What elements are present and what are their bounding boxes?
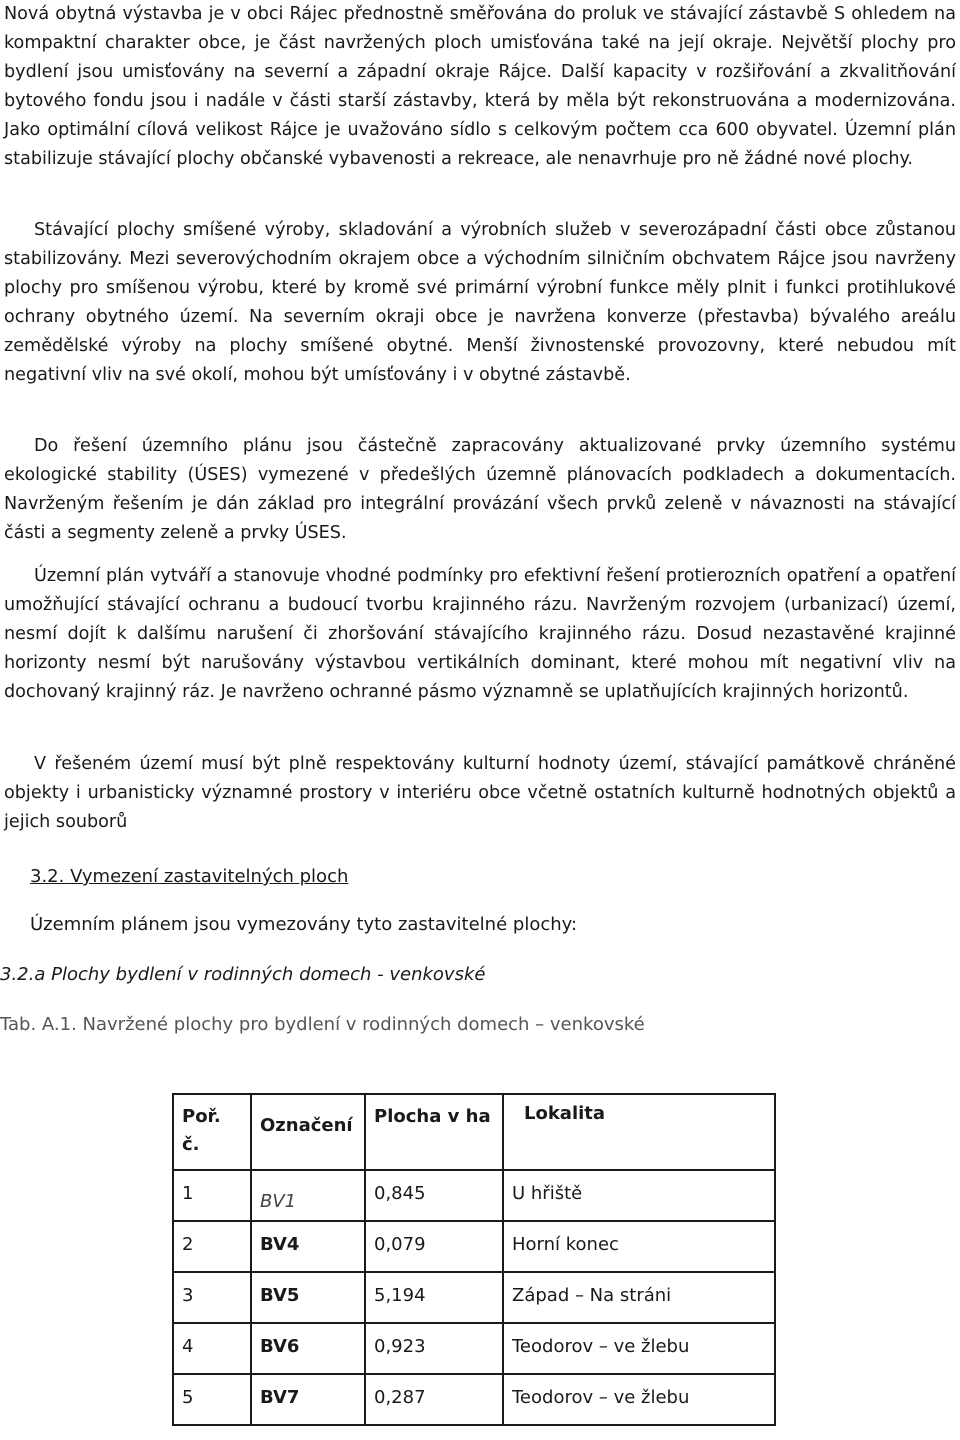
paragraph-uses: Do řešení územního plánu jsou částečně zapracovány aktualizované prvky územního systému ekologické stability (ÚSES) vymezené v předešlých územně plánovacích podkladech a dokumentacích. Navrženým řešením je dán základ pro integrální provázání všech prvků zeleně v návaznosti na stávající části a segmenty zeleně a prvky ÚSES.	[4, 436, 956, 543]
subsection-heading: 3.2.a Plochy bydlení v rodinných domech - venkovské	[0, 964, 486, 985]
cell-label: BV1	[251, 1170, 365, 1221]
cell-location: Horní konec	[503, 1221, 775, 1272]
table-header-row	[173, 1094, 775, 1170]
cell-area: 0,079	[365, 1221, 503, 1272]
cell-number: 5	[173, 1374, 251, 1425]
table-row	[173, 1374, 775, 1425]
paragraph-landscape: Územní plán vytváří a stanovuje vhodné podmínky pro efektivní řešení protierozních opatření a opatření umožňující stávající ochranu a budoucí tvorbu krajinného rázu. Navrženým rozvojem (urbanizací) území, nesmí dojít k dalšímu narušení či zhoršování stávajícího krajinného rázu. Dosud nezastavěné krajinné horizonty nesmí být narušovány výstavbou vertikálních dominant, které mohou mít negativní vliv na dochovaný krajinný ráz. Je navrženo ochranné pásmo významně se uplatňujících krajinných horizontů.	[4, 566, 956, 702]
cell-number: 3	[173, 1272, 251, 1323]
housing-areas-table	[172, 1093, 776, 1426]
header-area: Plocha v ha	[365, 1094, 503, 1170]
table-row	[173, 1221, 775, 1272]
cell-number: 4	[173, 1323, 251, 1374]
paragraph-production: Stávající plochy smíšené výroby, skladování a výrobních služeb v severozápadní části obce zůstanou stabilizovány. Mezi severovýchodním okrajem obce a východním silničním obchvatem Rájce jsou navrženy plochy pro smíšenou výrobu, které by kromě své primární výrobní funkce měly plnit i funkci protihlukové ochrany obytného území. Na severním okraji obce je navržena konverze (přestavba) bývalého areálu zemědělské výroby na plochy smíšené obytné. Menší živnostenské provozovny, které nebudou mít negativní vliv na své okolí, mohou být umísťovány i v obytné zástavbě.	[4, 220, 956, 385]
paragraph-cultural: V řešeném území musí být plně respektovány kulturní hodnoty území, stávající památkově chráněné objekty i urbanisticky významné prostory v interiéru obce včetně ostatních kulturně hodnotných objektů a jejich souborů	[4, 754, 956, 832]
header-number: Poř. č.	[173, 1094, 251, 1170]
cell-location: U hřiště	[503, 1170, 775, 1221]
cell-number: 1	[173, 1170, 251, 1221]
section-intro: Územním plánem jsou vymezovány tyto zastavitelné plochy:	[30, 914, 578, 935]
cell-number: 2	[173, 1221, 251, 1272]
table-caption: Tab. A.1. Navržené plochy pro bydlení v rodinných domech – venkovské	[0, 1014, 645, 1035]
cell-area: 0,287	[365, 1374, 503, 1425]
paragraph-housing: Nová obytná výstavba je v obci Rájec přednostně směřována do proluk ve stávající zástavbě S ohledem na kompaktní charakter obce, je část navržených ploch umisťována také na její okraje. Největší plochy pro bydlení jsou umisťovány na severní a západní okraje Rájce. Další kapacity v rozšiřování a zkvalitňování bytového fondu jsou i nadále v části starší zástavby, která by měla být rekonstruována a modernizována. Jako optimální cílová velikost Rájce je uvažováno sídlo s celkovým počtem cca 600 obyvatel. Územní plán stabilizuje stávající plochy občanské vybavenosti a rekreace, ale nenavrhuje pro ně žádné nové plochy.	[4, 4, 956, 169]
cell-label: BV5	[251, 1272, 365, 1323]
cell-location: Teodorov – ve žlebu	[503, 1323, 775, 1374]
table-row	[173, 1323, 775, 1374]
section-heading: 3.2. Vymezení zastavitelných ploch	[30, 866, 349, 887]
cell-area: 5,194	[365, 1272, 503, 1323]
cell-area: 0,845	[365, 1170, 503, 1221]
header-label: Označení	[251, 1094, 365, 1170]
header-location: Lokalita	[503, 1094, 775, 1170]
table-row	[173, 1272, 775, 1323]
table-row	[173, 1170, 775, 1221]
cell-label: BV7	[251, 1374, 365, 1425]
cell-location: Západ – Na stráni	[503, 1272, 775, 1323]
cell-location: Teodorov – ve žlebu	[503, 1374, 775, 1425]
cell-area: 0,923	[365, 1323, 503, 1374]
cell-label: BV4	[251, 1221, 365, 1272]
cell-label: BV6	[251, 1323, 365, 1374]
